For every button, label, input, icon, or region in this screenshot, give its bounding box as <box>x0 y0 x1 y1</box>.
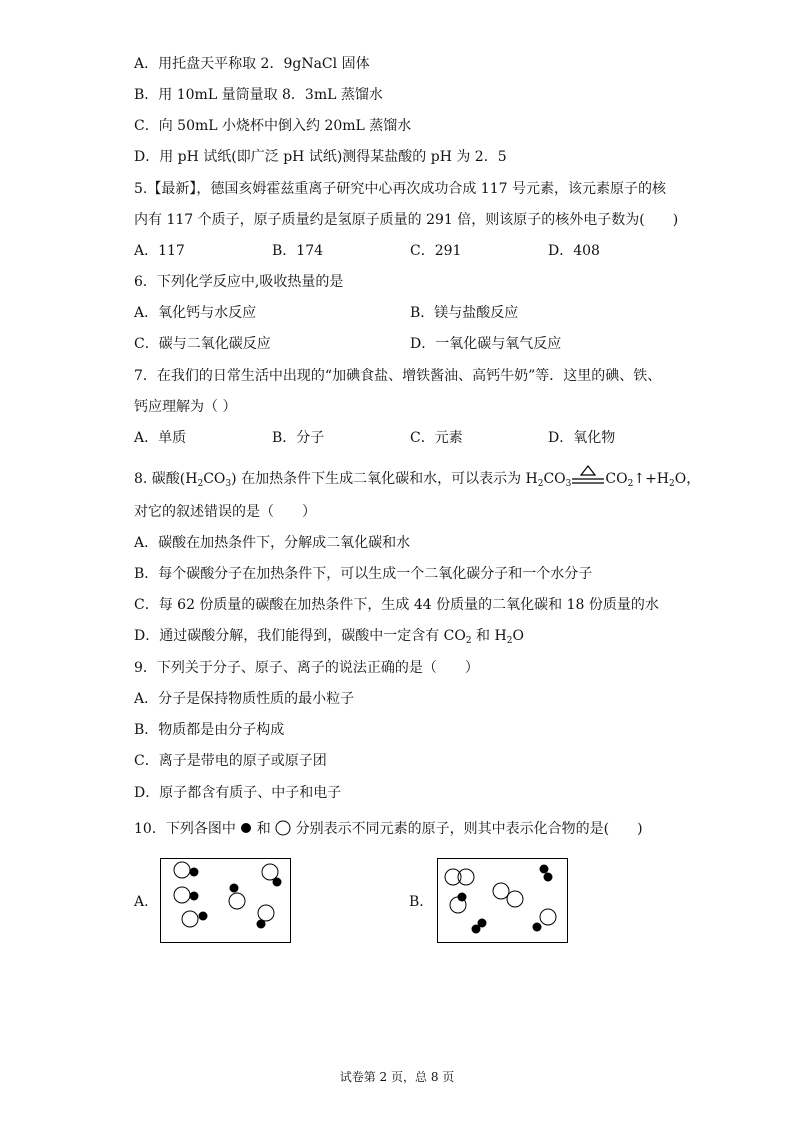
q6-option-b: B．镁与盐酸反应 <box>410 305 519 321</box>
heat-equals-sign <box>571 472 605 486</box>
subscript: 3 <box>225 479 232 489</box>
q4-option-a: A．用托盘天平称取 2．9gNaCl 固体 <box>134 56 370 72</box>
q6-options-row1 <box>134 304 694 322</box>
q9-option-c: C．离子是带电的原子或原子团 <box>134 753 327 769</box>
q6-option-d: D．一氧化碳与氧气反应 <box>410 336 562 352</box>
q8-option-a: A．碳酸在加热条件下，分解成二氧化碳和水 <box>134 535 411 551</box>
q7-option-b: B．分子 <box>272 430 325 446</box>
q8-text: CO <box>543 471 566 487</box>
q8-text: O <box>512 628 524 644</box>
q10-text: 和 <box>256 821 271 837</box>
q4-option-b: B．用 10mL 量筒量取 8．3mL 蒸馏水 <box>134 87 383 103</box>
q8-stem-line1 <box>134 470 700 488</box>
q4-option-c: C．向 50mL 小烧杯中倒入约 20mL 蒸馏水 <box>134 118 412 134</box>
subscript: 2 <box>465 636 472 646</box>
q5-stem-line2: 内有 117 个质子，原子质量约是氢原子质量的 291 倍，则该原子的核外电子数为( ) <box>134 212 679 228</box>
q7-option-d: D．氧化物 <box>548 430 616 446</box>
q7-options <box>134 429 694 447</box>
q10-text: 分别表示不同元素的原子，则其中表示化合物的是( ) <box>295 821 643 837</box>
q10-stem <box>134 820 643 838</box>
q8-text: CO <box>203 471 226 487</box>
q10-option-a-label: A. <box>134 894 149 910</box>
q5-stem-line1: 5.【最新】，德国亥姆霍兹重离子研究中心再次成功合成 117 号元素，该元素原子的核 <box>134 181 666 197</box>
q5-option-c: C．291 <box>410 243 462 259</box>
q9-stem: 9．下列关于分子、原子、离子的说法正确的是（ ） <box>134 660 479 676</box>
q8-option-c: C．每 62 份质量的碳酸在加热条件下，生成 44 份质量的二氧化碳和 18 份质量的水 <box>134 597 659 613</box>
q6-option-c: C．碳与二氧化碳反应 <box>134 336 271 352</box>
subscript: 2 <box>506 636 513 646</box>
q9-option-d: D．原子都含有质子、中子和电子 <box>134 785 342 801</box>
q5-options <box>134 242 694 260</box>
q8-text: ) 在加热条件下生成二氧化碳和水，可以表示为 H <box>231 471 538 487</box>
subscript: 2 <box>627 479 634 489</box>
q8-text: D．通过碳酸分解，我们能得到，碳酸中一定含有 CO <box>134 628 466 644</box>
q7-option-a: A．单质 <box>134 430 187 446</box>
filled-atom-icon <box>240 822 252 834</box>
subscript: 2 <box>669 479 675 489</box>
q7-stem-line1: 7．在我们的日常生活中出现的“加碘食盐、增铁酱油、高钙牛奶”等．这里的碘、铁、 <box>134 368 662 384</box>
q8-text: CO <box>605 471 628 487</box>
q8-option-d <box>134 627 524 645</box>
q6-stem: 6．下列化学反应中,吸收热量的是 <box>134 274 344 290</box>
q10-diagram-b <box>437 858 568 943</box>
molecule-diagram-b <box>438 859 567 942</box>
molecule-diagram-a <box>161 859 290 942</box>
subscript: 2 <box>537 479 544 489</box>
q6-option-a: A．氧化钙与水反应 <box>134 305 257 321</box>
q5-option-b: B．174 <box>272 243 324 259</box>
subscript: 3 <box>565 479 572 489</box>
q10-diagram-a <box>160 858 291 943</box>
q8-option-b: B．每个碳酸分子在加热条件下，可以生成一个二氧化碳分子和一个水分子 <box>134 566 593 582</box>
q5-option-a: A．117 <box>134 243 185 259</box>
q10-text: 10．下列各图中 <box>134 821 236 837</box>
subscript: 2 <box>197 479 204 489</box>
q4-option-d: D．用 pH 试纸(即广泛 pH 试纸)测得某盐酸的 pH 为 2．5 <box>134 149 507 165</box>
q7-stem-line2: 钙应理解为（ ） <box>134 399 237 415</box>
page-footer: 试卷第 2 页，总 8 页 <box>339 1070 455 1084</box>
q8-text: ↑+H <box>633 471 670 487</box>
q8-text: 8. 碳酸(H <box>134 471 198 487</box>
q10-option-b-label: B. <box>409 894 424 910</box>
q6-options-row2 <box>134 335 694 353</box>
q5-option-d: D．408 <box>548 243 600 259</box>
q8-text: 和 H <box>471 628 507 644</box>
hollow-atom-icon <box>275 820 291 836</box>
q7-option-c: C．元素 <box>410 430 463 446</box>
q9-option-b: B．物质都是由分子构成 <box>134 722 285 738</box>
q8-text: O， <box>674 471 701 487</box>
q8-stem-line2: 对它的叙述错误的是（ ） <box>134 504 316 520</box>
q9-option-a: A．分子是保持物质性质的最小粒子 <box>134 691 355 707</box>
